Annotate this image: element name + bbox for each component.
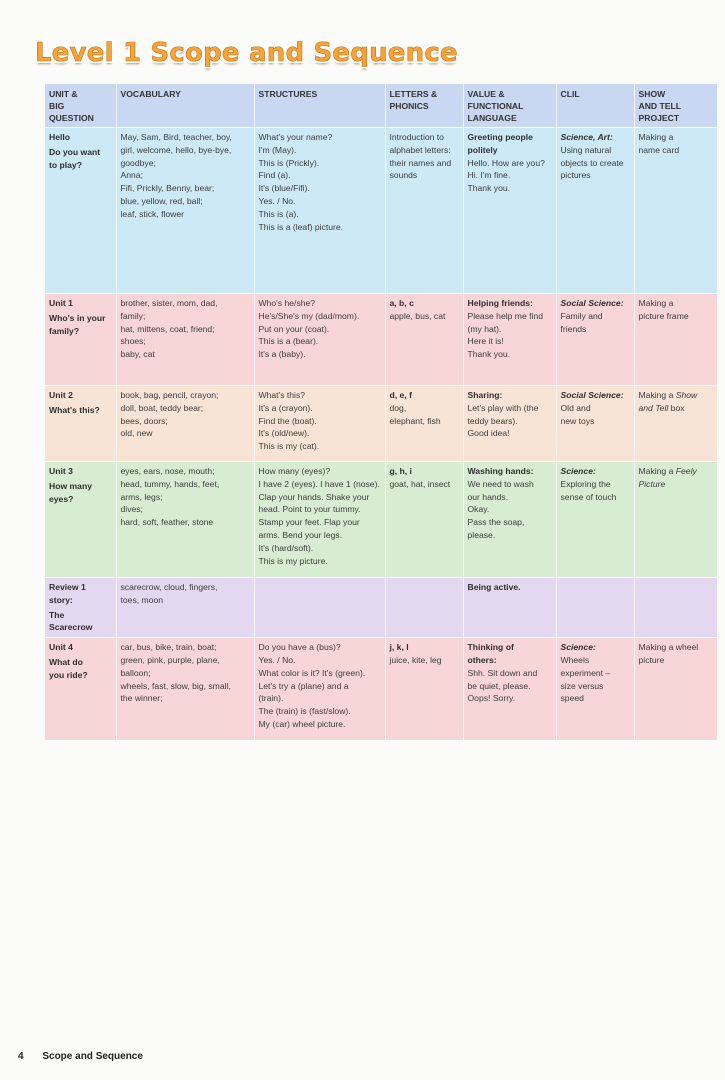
vocab-line: green, pink, purple, plane, xyxy=(120,654,220,665)
structures-cell xyxy=(254,128,385,294)
vocab-line: bees, doors; xyxy=(120,415,168,426)
clil-heading: Science: xyxy=(560,466,596,476)
value-line: Shh. Sit down and xyxy=(467,667,538,678)
value-line: our hands. xyxy=(467,491,509,502)
letters-header xyxy=(385,84,463,128)
letters-heading: d, e, f xyxy=(389,390,412,400)
vocab-line: shoes; xyxy=(120,336,146,347)
clil-line: objects to create xyxy=(560,157,624,168)
value-line: Oops! Sorry. xyxy=(467,693,516,704)
clil-line: Old and xyxy=(560,402,591,413)
letters-cell xyxy=(385,638,463,741)
letters-line: alphabet letters: xyxy=(389,144,451,155)
unit-label: story: xyxy=(49,594,73,605)
structure-line: Do you have a (bus)? xyxy=(258,642,341,653)
header-line: STRUCTURES xyxy=(258,89,318,99)
clil-header xyxy=(556,84,634,128)
structure-line: It's (blue/Fifi). xyxy=(258,183,310,194)
structure-line: Find the (boat). xyxy=(258,415,317,426)
big-question xyxy=(49,480,112,506)
project-cell xyxy=(634,578,717,638)
vocabulary-cell xyxy=(116,638,254,741)
value-line: We need to wash xyxy=(467,478,534,489)
value-line: Here it is! xyxy=(467,336,504,347)
vocab-line: doll, boat, teddy bear; xyxy=(120,402,204,413)
structure-line: This is my (cat). xyxy=(258,441,320,452)
clil-cell xyxy=(556,386,634,462)
project-line: picture xyxy=(638,654,665,665)
structure-line: He's/She's my (dad/mom). xyxy=(258,310,360,321)
vocab-line: brother, sister, mom, dad, xyxy=(120,298,218,308)
clil-cell xyxy=(556,294,634,386)
big-question-line: How many xyxy=(49,480,92,491)
value-line: please. xyxy=(467,529,496,540)
structures-header xyxy=(254,84,385,128)
vocab-line: toes, moon xyxy=(120,594,164,605)
vocabulary-cell xyxy=(116,128,254,294)
structure-line: Clap your hands. Shake your xyxy=(258,491,370,502)
big-question-line: Who's in your xyxy=(49,312,106,323)
structures-cell xyxy=(254,386,385,462)
vocab-line: head, tummy, hands, feet, xyxy=(120,478,220,489)
value-cell xyxy=(463,294,556,386)
footer-section-title: Scope and Sequence xyxy=(42,1051,143,1062)
structure-line: I'm (May). xyxy=(258,144,297,155)
structure-line: Yes. / No. xyxy=(258,654,296,665)
big-question-line: What's this? xyxy=(49,404,100,415)
vocab-line: old, new xyxy=(120,428,153,439)
unit-label: Hello xyxy=(49,132,71,142)
project-line: Making a wheel xyxy=(638,642,699,653)
vocab-line: the winner; xyxy=(120,693,163,704)
vocab-line: May, Sam, Bird, teacher, boy, xyxy=(120,132,232,142)
value-heading: Greeting people xyxy=(467,132,533,142)
big-question-line: The xyxy=(49,609,65,620)
big-question xyxy=(49,146,112,172)
structure-line: How many (eyes)? xyxy=(258,466,331,476)
vocab-line: wheels, fast, slow, big, small, xyxy=(120,680,231,691)
letters-heading: j, k, l xyxy=(389,642,409,653)
clil-heading: Science: xyxy=(560,642,596,653)
structure-line: arms. Bend your legs. xyxy=(258,529,343,540)
project-line: name card xyxy=(638,144,680,155)
header-line: PHONICS xyxy=(389,101,429,111)
clil-line: Using natural xyxy=(560,144,612,155)
vocab-line: leaf, stick, flower xyxy=(120,208,185,219)
unit-label: Unit 3 xyxy=(49,466,73,476)
structures-cell xyxy=(254,462,385,578)
value-line: (my hat). xyxy=(467,323,502,334)
structure-line: I have 2 (eyes). I have 1 (nose). xyxy=(258,478,380,489)
vocab-line: family; xyxy=(120,310,146,321)
structure-line: What color is it? It's (green). xyxy=(258,667,366,678)
vocab-line: car, bus, bike, train, boat; xyxy=(120,642,217,653)
project-line: Picture xyxy=(638,478,666,489)
clil-heading: Social Science: xyxy=(560,390,624,400)
vocabulary-cell xyxy=(116,462,254,578)
letters-cell xyxy=(385,462,463,578)
value-line: Good idea! xyxy=(467,428,510,439)
letters-heading: g, h, i xyxy=(389,466,412,476)
unit-cell xyxy=(45,386,116,462)
unit-label: Unit 4 xyxy=(49,642,73,653)
vocab-line: blue, yellow, red, ball; xyxy=(120,195,203,206)
structures-cell xyxy=(254,578,385,638)
unit-cell xyxy=(45,578,116,638)
letters-cell xyxy=(385,578,463,638)
vocab-line: dives; xyxy=(120,504,143,515)
big-question xyxy=(49,656,112,682)
vocab-line: goodbye; xyxy=(120,157,156,168)
structure-line: This is (a). xyxy=(258,208,299,219)
structure-line: It's (old/new). xyxy=(258,428,310,439)
clil-line: friends xyxy=(560,323,587,334)
project-cell xyxy=(634,294,717,386)
structure-line: Find (a). xyxy=(258,170,291,181)
unit-label: Unit 2 xyxy=(49,390,73,400)
clil-line: pictures xyxy=(560,170,591,181)
unit-cell xyxy=(45,638,116,741)
header-line: LANGUAGE xyxy=(467,113,517,123)
header-line: UNIT & xyxy=(49,89,78,99)
letters-cell xyxy=(385,386,463,462)
header-line: BIG QUESTION xyxy=(49,101,94,123)
big-question-line: you ride? xyxy=(49,669,88,680)
value-line: Okay. xyxy=(467,504,490,515)
clil-cell xyxy=(556,462,634,578)
value-line: Pass the soap, xyxy=(467,517,525,528)
scope-sequence-table xyxy=(45,84,718,741)
structure-line: The (train) is (fast/slow). xyxy=(258,706,351,717)
unit-label: Unit 1 xyxy=(49,298,73,308)
unit-cell xyxy=(45,462,116,578)
vocabulary-header xyxy=(116,84,254,128)
vocab-line: scarecrow, cloud, fingers, xyxy=(120,582,218,592)
table-row xyxy=(45,294,717,386)
value-cell xyxy=(463,578,556,638)
structures-cell xyxy=(254,294,385,386)
big-question-line: family? xyxy=(49,325,80,336)
project-line: Making a Feely xyxy=(638,466,697,476)
structure-line: It's a (crayon). xyxy=(258,402,313,413)
table-row xyxy=(45,462,717,578)
big-question xyxy=(49,609,112,635)
page-footer xyxy=(18,1051,143,1062)
value-line: Thank you. xyxy=(467,349,511,360)
value-heading: Helping friends: xyxy=(467,298,533,308)
value-heading: Sharing: xyxy=(467,390,503,400)
big-question-line: What do xyxy=(49,656,83,667)
vocab-line: Anna; xyxy=(120,170,143,181)
big-question-line: Do you want xyxy=(49,146,101,157)
vocabulary-cell xyxy=(116,578,254,638)
clil-line: Wheels xyxy=(560,654,590,665)
table-row xyxy=(45,386,717,462)
value-line: be quiet, please. xyxy=(467,680,531,691)
value-line: Please help me find xyxy=(467,310,543,321)
project-line: and Tell box xyxy=(638,402,685,413)
header-line: VOCABULARY xyxy=(120,89,181,99)
clil-cell xyxy=(556,578,634,638)
value-line: teddy bears). xyxy=(467,415,518,426)
big-question xyxy=(49,312,112,338)
value-line: Hi. I'm fine. xyxy=(467,170,511,181)
structure-line: head. Point to your tummy. xyxy=(258,504,361,515)
structure-line: It's a (baby). xyxy=(258,349,306,360)
vocab-line: eyes, ears, nose, mouth; xyxy=(120,466,215,476)
big-question-line: to play? xyxy=(49,159,82,170)
structure-line: This is my picture. xyxy=(258,555,328,566)
unit-header xyxy=(45,84,116,128)
header-line: SHOW xyxy=(638,89,666,99)
header-line: AND TELL xyxy=(638,101,681,111)
value-line: Thank you. xyxy=(467,183,511,194)
project-cell xyxy=(634,462,717,578)
letters-line: Introduction to xyxy=(389,132,444,142)
letters-line: juice, kite, leg xyxy=(389,654,442,665)
structures-cell xyxy=(254,638,385,741)
project-line: Making a xyxy=(638,132,674,142)
big-question-line: eyes? xyxy=(49,493,74,504)
clil-line: new toys xyxy=(560,415,595,426)
page-title: Level 1 Scope and Sequence xyxy=(35,38,458,68)
letters-line: sounds xyxy=(389,170,418,181)
project-header xyxy=(634,84,717,128)
structure-line: Who's he/she? xyxy=(258,298,316,308)
unit-label: Review 1 xyxy=(49,582,86,592)
letters-line: goat, hat, insect xyxy=(389,478,451,489)
project-line: picture frame xyxy=(638,310,689,321)
value-cell xyxy=(463,128,556,294)
value-heading: Being active. xyxy=(467,582,521,592)
structure-line: Let's try a (plane) and a xyxy=(258,680,349,691)
table-row xyxy=(45,578,717,638)
vocabulary-cell xyxy=(116,294,254,386)
letters-line: elephant, fish xyxy=(389,415,441,426)
structure-line: My (car) wheel picture. xyxy=(258,718,346,729)
project-cell xyxy=(634,386,717,462)
structure-line: This is a (bear). xyxy=(258,336,319,347)
vocab-line: arms, legs; xyxy=(120,491,163,502)
project-line: Making a xyxy=(638,298,674,308)
project-line: Making a Show xyxy=(638,390,698,400)
letters-cell xyxy=(385,128,463,294)
structure-line: What's your name? xyxy=(258,132,333,142)
vocab-line: balloon; xyxy=(120,667,151,678)
vocab-line: book, bag, pencil, crayon; xyxy=(120,390,219,400)
clil-line: Exploring the xyxy=(560,478,611,489)
clil-heading: Science, Art: xyxy=(560,132,613,142)
project-cell xyxy=(634,128,717,294)
clil-line: Family and xyxy=(560,310,603,321)
table-header-row xyxy=(45,84,717,128)
value-header xyxy=(463,84,556,128)
header-line: VALUE & xyxy=(467,89,505,99)
vocabulary-cell xyxy=(116,386,254,462)
structure-line: (train). xyxy=(258,693,284,704)
value-cell xyxy=(463,462,556,578)
clil-heading: Social Science: xyxy=(560,298,624,308)
letters-line: apple, bus, cat xyxy=(389,310,446,321)
structure-line: What's this? xyxy=(258,390,306,400)
vocab-line: hard, soft, feather, stone xyxy=(120,517,214,528)
table-row xyxy=(45,638,717,741)
letters-line: dog, xyxy=(389,402,407,413)
vocab-line: hat, mittens, coat, friend; xyxy=(120,323,215,334)
letters-line: their names and xyxy=(389,157,452,168)
clil-line: size versus xyxy=(560,680,604,691)
letters-heading: a, b, c xyxy=(389,298,414,308)
unit-cell xyxy=(45,128,116,294)
clil-line: sense of touch xyxy=(560,491,617,502)
structure-line: Yes. / No. xyxy=(258,195,296,206)
value-cell xyxy=(463,638,556,741)
vocab-line: girl, welcome, hello, bye-bye, xyxy=(120,144,232,155)
header-line: FUNCTIONAL xyxy=(467,101,524,111)
clil-cell xyxy=(556,128,634,294)
value-line: Let's play with (the xyxy=(467,402,539,413)
page-number: 4 xyxy=(18,1051,24,1062)
table-row xyxy=(45,128,717,294)
header-line: CLIL xyxy=(560,89,580,99)
value-line: Hello. How are you? xyxy=(467,157,545,168)
value-heading: others: xyxy=(467,654,497,665)
vocab-line: Fifi, Prickly, Benny, bear; xyxy=(120,183,215,194)
big-question xyxy=(49,404,112,417)
header-line: LETTERS & xyxy=(389,89,438,99)
value-heading: Thinking of xyxy=(467,642,514,653)
value-heading: Washing hands: xyxy=(467,466,534,476)
structure-line: This is a (leaf) picture. xyxy=(258,221,344,232)
structure-line: Put on your (coat). xyxy=(258,323,330,334)
project-cell xyxy=(634,638,717,741)
structure-line: Stamp your feet. Flap your xyxy=(258,517,360,528)
letters-cell xyxy=(385,294,463,386)
clil-cell xyxy=(556,638,634,741)
unit-cell xyxy=(45,294,116,386)
big-question-line: Scarecrow xyxy=(49,622,93,633)
header-line: PROJECT xyxy=(638,113,680,123)
structure-line: This is (Prickly). xyxy=(258,157,320,168)
value-cell xyxy=(463,386,556,462)
clil-line: experiment – xyxy=(560,667,611,678)
value-heading: politely xyxy=(467,144,498,155)
clil-line: speed xyxy=(560,693,584,704)
vocab-line: baby, cat xyxy=(120,349,155,360)
structure-line: It's (hard/soft). xyxy=(258,542,314,553)
